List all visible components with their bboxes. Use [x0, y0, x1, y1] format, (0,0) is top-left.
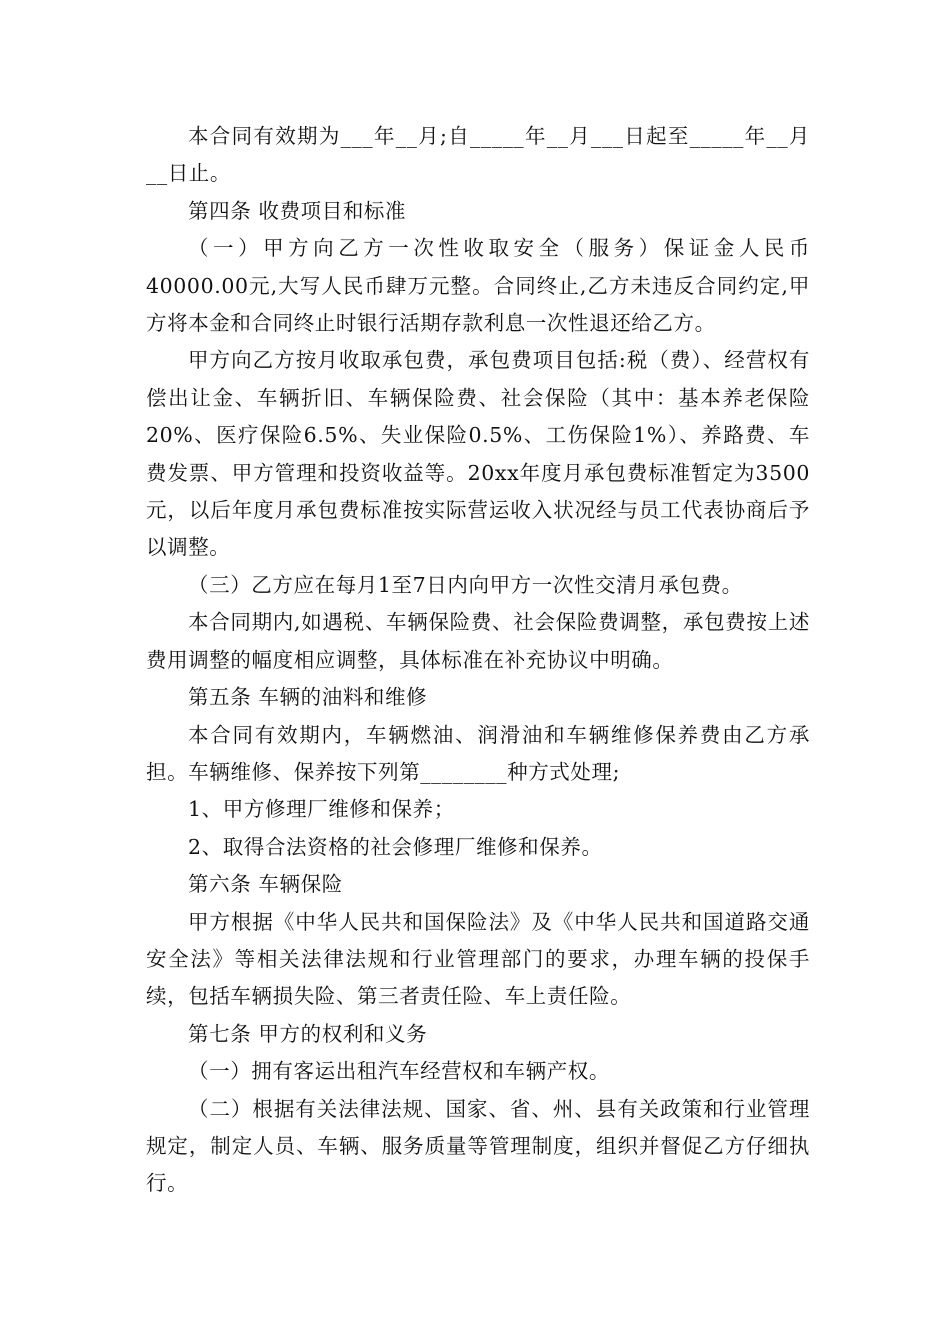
article-7-heading: 第七条 甲方的权利和义务 [188, 1021, 428, 1046]
article-4-heading: 第四条 收费项目和标准 [188, 198, 407, 223]
paragraph-fee-adjustment: 本合同期内,如遇税、车辆保险费、社会保险费调整，承包费按上述费用调整的幅度相应调整，具体标准在补充协议中明确。 [146, 610, 810, 672]
paragraph-contract-fee: 甲方向乙方按月收取承包费，承包费项目包括:税（费）、经营权有偿出让金、车辆折旧、车辆保险费、社会保险（其中：基本养老保险20%、医疗保险6.5%、失业保险0.5%、工伤保险1%）、养路费、车费发票、甲方管理和投资收益等。20xx年度月承包费标准暂定为3500元，以后年度月承包费标准按实际营运收入状况经与员工代表协商后予以调整。 [146, 348, 810, 560]
paragraph-deposit: （一）甲方向乙方一次性收取安全（服务）保证金人民币40000.00元,大写人民币肆万元整。合同终止,乙方未违反合同约定,甲方将本金和合同终止时银行活期存款利息一次性退还给乙方。 [146, 236, 810, 336]
paragraph-rights-1: （一）拥有客运出租汽车经营权和车辆产权。 [188, 1059, 610, 1084]
list-item-repair-option-2: 2、取得合法资格的社会修理厂维修和保养。 [188, 834, 603, 859]
article-5-heading: 第五条 车辆的油料和维修 [188, 685, 428, 710]
list-item-repair-option-1: 1、甲方修理厂维修和保养； [188, 797, 455, 822]
article-6-heading: 第六条 车辆保险 [188, 872, 343, 897]
paragraph-payment-date: （三）乙方应在每月1至7日内向甲方一次性交清月承包费。 [188, 572, 743, 597]
paragraph-fuel-maintenance: 本合同有效期内，车辆燃油、润滑油和车辆维修保养费由乙方承担。车辆维修、保养按下列第________种方式处理; [146, 722, 810, 784]
document-page [146, 118, 810, 1203]
paragraph-insurance: 甲方根据《中华人民共和国保险法》及《中华人民共和国道路交通安全法》等相关法律法规和行业管理部门的要求，办理车辆的投保手续，包括车辆损失险、第三者责任险、车上责任险。 [146, 909, 810, 1009]
paragraph-rights-2: （二）根据有关法律法规、国家、省、州、县有关政策和行业管理规定，制定人员、车辆、服务质量等管理制度，组织并督促乙方仔细执行。 [146, 1096, 810, 1196]
paragraph-validity-period: 本合同有效期为___年__月;自_____年__月___日起至_____年__月__日止。 [146, 124, 810, 186]
